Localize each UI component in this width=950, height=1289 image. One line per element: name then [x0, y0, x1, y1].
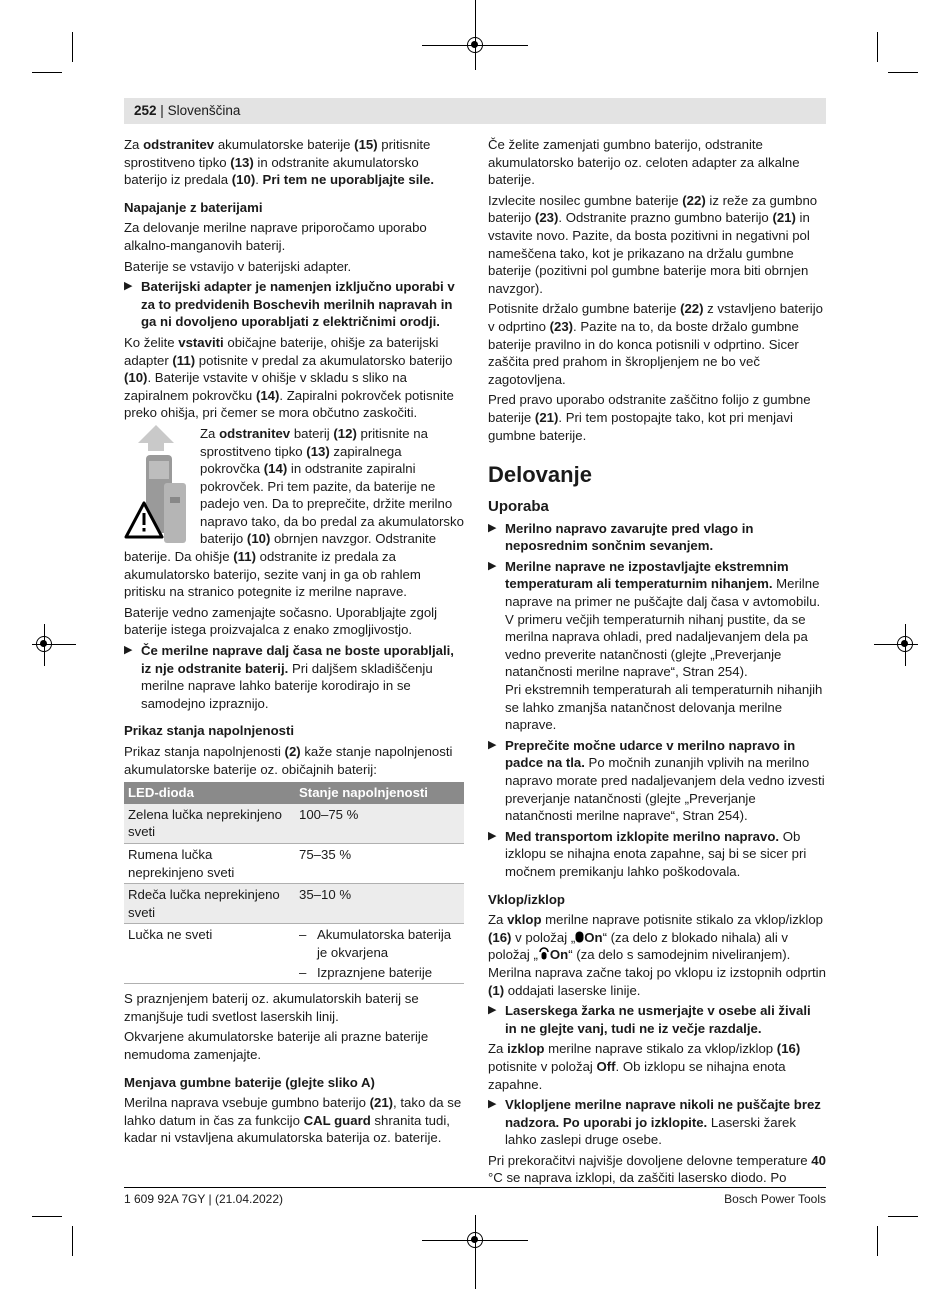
- pendulum-lock-icon: [575, 931, 584, 943]
- warning-bullet: ▶ Baterijski adapter je namenjen izključno uporabi v za to predvidenih Boschevih merilnih napravah in ga ni dovoljeno uporabljati z električnimi orodji.: [124, 279, 455, 330]
- paragraph: Okvarjene akumulatorske baterije ali prazne baterije nemudoma zamenjajte.: [124, 1029, 429, 1062]
- paragraph: Baterije vedno zamenjajte sočasno. Uporabljajte zgolj baterije istega proizvajalca z enako zmogljivostjo.: [124, 604, 438, 638]
- registration-line: [475, 1215, 476, 1289]
- paragraph: Izvlecite nosilec gumbne baterije (22) iz reže za gumbno baterijo (23). Odstranite prazno gumbno baterijo (21) in vstavite novo. Pazite, da bosta pozitivni in negativni pol nameščena tako, kot je prikazano na držalu gumbne baterije (pozitivni pol gumbne baterije mora biti obrnjen navzgor).: [488, 192, 818, 296]
- footer-rule: [124, 1187, 826, 1188]
- crop-mark: [72, 32, 73, 62]
- battery-removal-block: Za odstranitev baterij (12) pritisnite na sprostitveno tipko (13) zapiralnega pokrovčka (14) in odstranite zapiralni pokrovček. Pri tem pazite, da baterije ne padejo ven. Da to preprečite, držite merilno napravo tako, da bo predal za akumulatorsko baterijo (10) obrnjen navzgor. Odstranite baterije. Da ohišje (11) odstranite iz predala za akumulatorsko baterijo, sezite vanj in ga ob rahlem pritisku na stranico potegnite iz merilne naprave.: [124, 425, 464, 600]
- table-cell: 100–75 %: [295, 804, 464, 844]
- triangle-bullet-icon: ▶: [488, 829, 497, 842]
- self-leveling-icon: [538, 947, 550, 960]
- triangle-bullet-icon: ▶: [488, 738, 497, 751]
- left-column: [124, 136, 464, 1150]
- chapter-heading: Delovanje: [488, 462, 592, 488]
- crop-mark: [877, 1226, 878, 1256]
- section-heading: Napajanje z baterijami: [124, 199, 263, 215]
- paragraph: Za odstranitev akumulatorske baterije (15) pritisnite sprostitveno tipko (13) in odstranite akumulatorsko baterijo iz predala (10). Pri tem ne uporabljajte sile.: [124, 137, 435, 188]
- triangle-bullet-icon: ▶: [124, 280, 133, 293]
- warning-bullet: ▶ Laserskega žarka ne usmerjajte v osebe ali živali in ne glejte vanj, tudi ne iz večje razdalje.: [488, 1003, 811, 1036]
- header-separator: |: [160, 103, 164, 118]
- warning-bullet: ▶ Če merilne naprave dalj časa ne boste uporabljali, iz nje odstranite baterij. Pri daljšem skladiščenju merilne naprave lahko baterije korodirajo in se samodejno izpraznijo.: [124, 643, 454, 711]
- paragraph: Za vklop merilne naprave potisnite stikalo za vklop/izklop (16) v položaj „ On“ (za delo z blokado nihala) ali v položaj „ On“ (za delo s samodejnim niveliranjem). Merilna naprava začne takoj po vklopu iz izstopnih odprtin (1) oddajati laserske linije.: [488, 912, 826, 998]
- section-heading: Uporaba: [488, 498, 549, 516]
- section-heading: Menjava gumbne baterije (glejte sliko A): [124, 1074, 375, 1090]
- table-cell: Rumena lučka neprekinjeno sveti: [124, 843, 295, 883]
- page-number: 252: [134, 103, 157, 118]
- table-row: [124, 924, 464, 984]
- triangle-bullet-icon: ▶: [124, 644, 133, 657]
- table-cell: Zelena lučka neprekinjeno sveti: [124, 804, 295, 844]
- warning-bullet: ▶ Med transportom izklopite merilno napravo. Ob izklopu se nihajna enota zapahne, saj bi se sicer pri močnem premikanju lahko poškodovala.: [488, 828, 807, 879]
- paragraph: Baterije se vstavijo v baterijski adapter.: [124, 258, 352, 274]
- table-header-state: Stanje napolnjenosti: [295, 782, 464, 804]
- paragraph: Pri prekoračitvi najvišje dovoljene delovne temperature 40 °C se naprava izklopi, da zaščiti lasersko diodo. Po: [488, 1152, 826, 1186]
- triangle-bullet-icon: ▶: [488, 1004, 497, 1017]
- header-language: Slovenščina: [167, 103, 241, 118]
- footer-brand: Bosch Power Tools: [724, 1192, 826, 1206]
- page-header: [134, 103, 240, 118]
- footer-doc-code: 1 609 92A 7GY | (21.04.2022): [124, 1192, 284, 1206]
- charge-status-table: [124, 782, 464, 984]
- table-row: [124, 804, 464, 844]
- paragraph: Prikaz stanja napolnjenosti (2) kaže stanje napolnjenosti akumulatorske baterije oz. običajnih baterij:: [124, 744, 453, 777]
- paragraph: Ko želite vstaviti običajne baterije, ohišje za baterijski adapter (11) potisnite v predal za akumulatorsko baterijo (10). Baterije vstavite v ohišje v skladu s sliko na zapiralnem pokrovčku (14). Zapiralni pokrovček potisnite preko ohišja, pri čemer se mora občutno zaskočiti.: [124, 334, 454, 421]
- triangle-bullet-icon: ▶: [488, 521, 497, 534]
- crop-mark: [32, 72, 62, 73]
- crop-mark: [888, 1216, 918, 1217]
- right-column: [488, 136, 826, 1190]
- registration-target-icon: [36, 636, 52, 652]
- table-header-led: LED-dioda: [124, 782, 295, 804]
- section-heading: Prikaz stanja napolnjenosti: [124, 723, 295, 739]
- battery-warning-figure-icon: [124, 425, 196, 547]
- warning-bullet: ▶ Preprečite močne udarce v merilno napravo in padce na tla. Po močnih zunanjih vplivih na merilno napravo morate pred nadaljevanjem dela vedno izvesti preverjanje natančnosti (glejte „Preverjanje natančnosti merilne naprave“, Stran 254).: [488, 737, 825, 824]
- table-cell: 35–10 %: [295, 884, 464, 924]
- crop-mark: [888, 72, 918, 73]
- table-header-row: [124, 782, 464, 804]
- state-item: Izpraznjene baterije: [317, 964, 433, 980]
- table-cell: Rdeča lučka neprekinjeno sveti: [124, 884, 295, 924]
- registration-target-icon: [467, 1232, 483, 1248]
- paragraph: Pred pravo uporabo odstranite zaščitno folijo z gumbne baterije (21). Pri tem postopajte tako, kot pri menjavi gumbne baterije.: [488, 392, 811, 443]
- section-heading: Vklop/izklop: [488, 891, 565, 907]
- warning-bullet: ▶ Vklopljene merilne naprave nikoli ne puščajte brez nadzora. Po uporabi jo izklopite. Laserski žarek lahko zaslepi druge osebe.: [488, 1097, 821, 1148]
- state-item: Akumulatorska baterija je okvarjena: [317, 927, 452, 960]
- crop-mark: [877, 32, 878, 62]
- paragraph: S praznjenjem baterij oz. akumulatorskih baterij se zmanjšuje tudi svetlost laserskih linij.: [124, 991, 419, 1024]
- paragraph: Potisnite držalo gumbne baterije (22) z vstavljeno baterijo v odprtino (23). Pazite na to, da boste držalo gumbne baterije pravilno in do konca potisnili v odprtino. Sicer zaščita pred prahom in škropljenjem ne bo več zagotovljena.: [488, 301, 823, 387]
- warning-bullet: ▶ Merilno napravo zavarujte pred vlago in neposrednim sončnim sevanjem.: [488, 520, 754, 554]
- table-row: [124, 884, 464, 924]
- registration-line: [475, 0, 476, 70]
- crop-mark: [72, 1226, 73, 1256]
- registration-target-icon: [897, 636, 913, 652]
- table-cell: Lučka ne sveti: [124, 924, 295, 984]
- paragraph: Za izklop merilne naprave stikalo za vklop/izklop (16) potisnite v položaj Off. Ob izklopu se nihajna enota zapahne.: [488, 1041, 801, 1092]
- paragraph: Če želite zamenjati gumbno baterijo, odstranite akumulatorsko baterijo oz. celoten adapter za alkalne baterije.: [488, 137, 800, 188]
- table-cell: – Akumulatorska baterija je okvarjena – Izpraznjene baterije: [295, 924, 464, 984]
- triangle-bullet-icon: ▶: [488, 1098, 497, 1111]
- paragraph: Za delovanje merilne naprave priporočamo uporabo alkalno-manganovih baterij.: [124, 220, 427, 253]
- table-cell: 75–35 %: [295, 843, 464, 883]
- paragraph: Merilna naprava vsebuje gumbno baterijo (21), tako da se lahko datum in čas za funkcijo CAL guard shranita tudi, kadar ni vstavljena akumulatorska baterija oz. baterije.: [124, 1095, 462, 1146]
- registration-target-icon: [467, 37, 483, 53]
- warning-bullet: ▶ Merilne naprave ne izpostavljajte ekstremnim temperaturam ali temperaturnim nihanjem. Merilne naprave na primer ne puščajte dalj časa v avtomobilu. V primeru večjih temperaturnih nihanj pustite, da se merilna naprava ohladi, pred nadaljevanjem dela pa vedno preverite natančnosti (glejte „Preverjanje natančnosti merilne naprave“, Stran 254). Pri ekstremnih temperaturah ali temperaturnih nihanjih se lahko zmanjša natančnost delovanja merilne naprave.: [488, 558, 823, 733]
- crop-mark: [32, 1216, 62, 1217]
- triangle-bullet-icon: ▶: [488, 559, 497, 572]
- table-row: [124, 843, 464, 883]
